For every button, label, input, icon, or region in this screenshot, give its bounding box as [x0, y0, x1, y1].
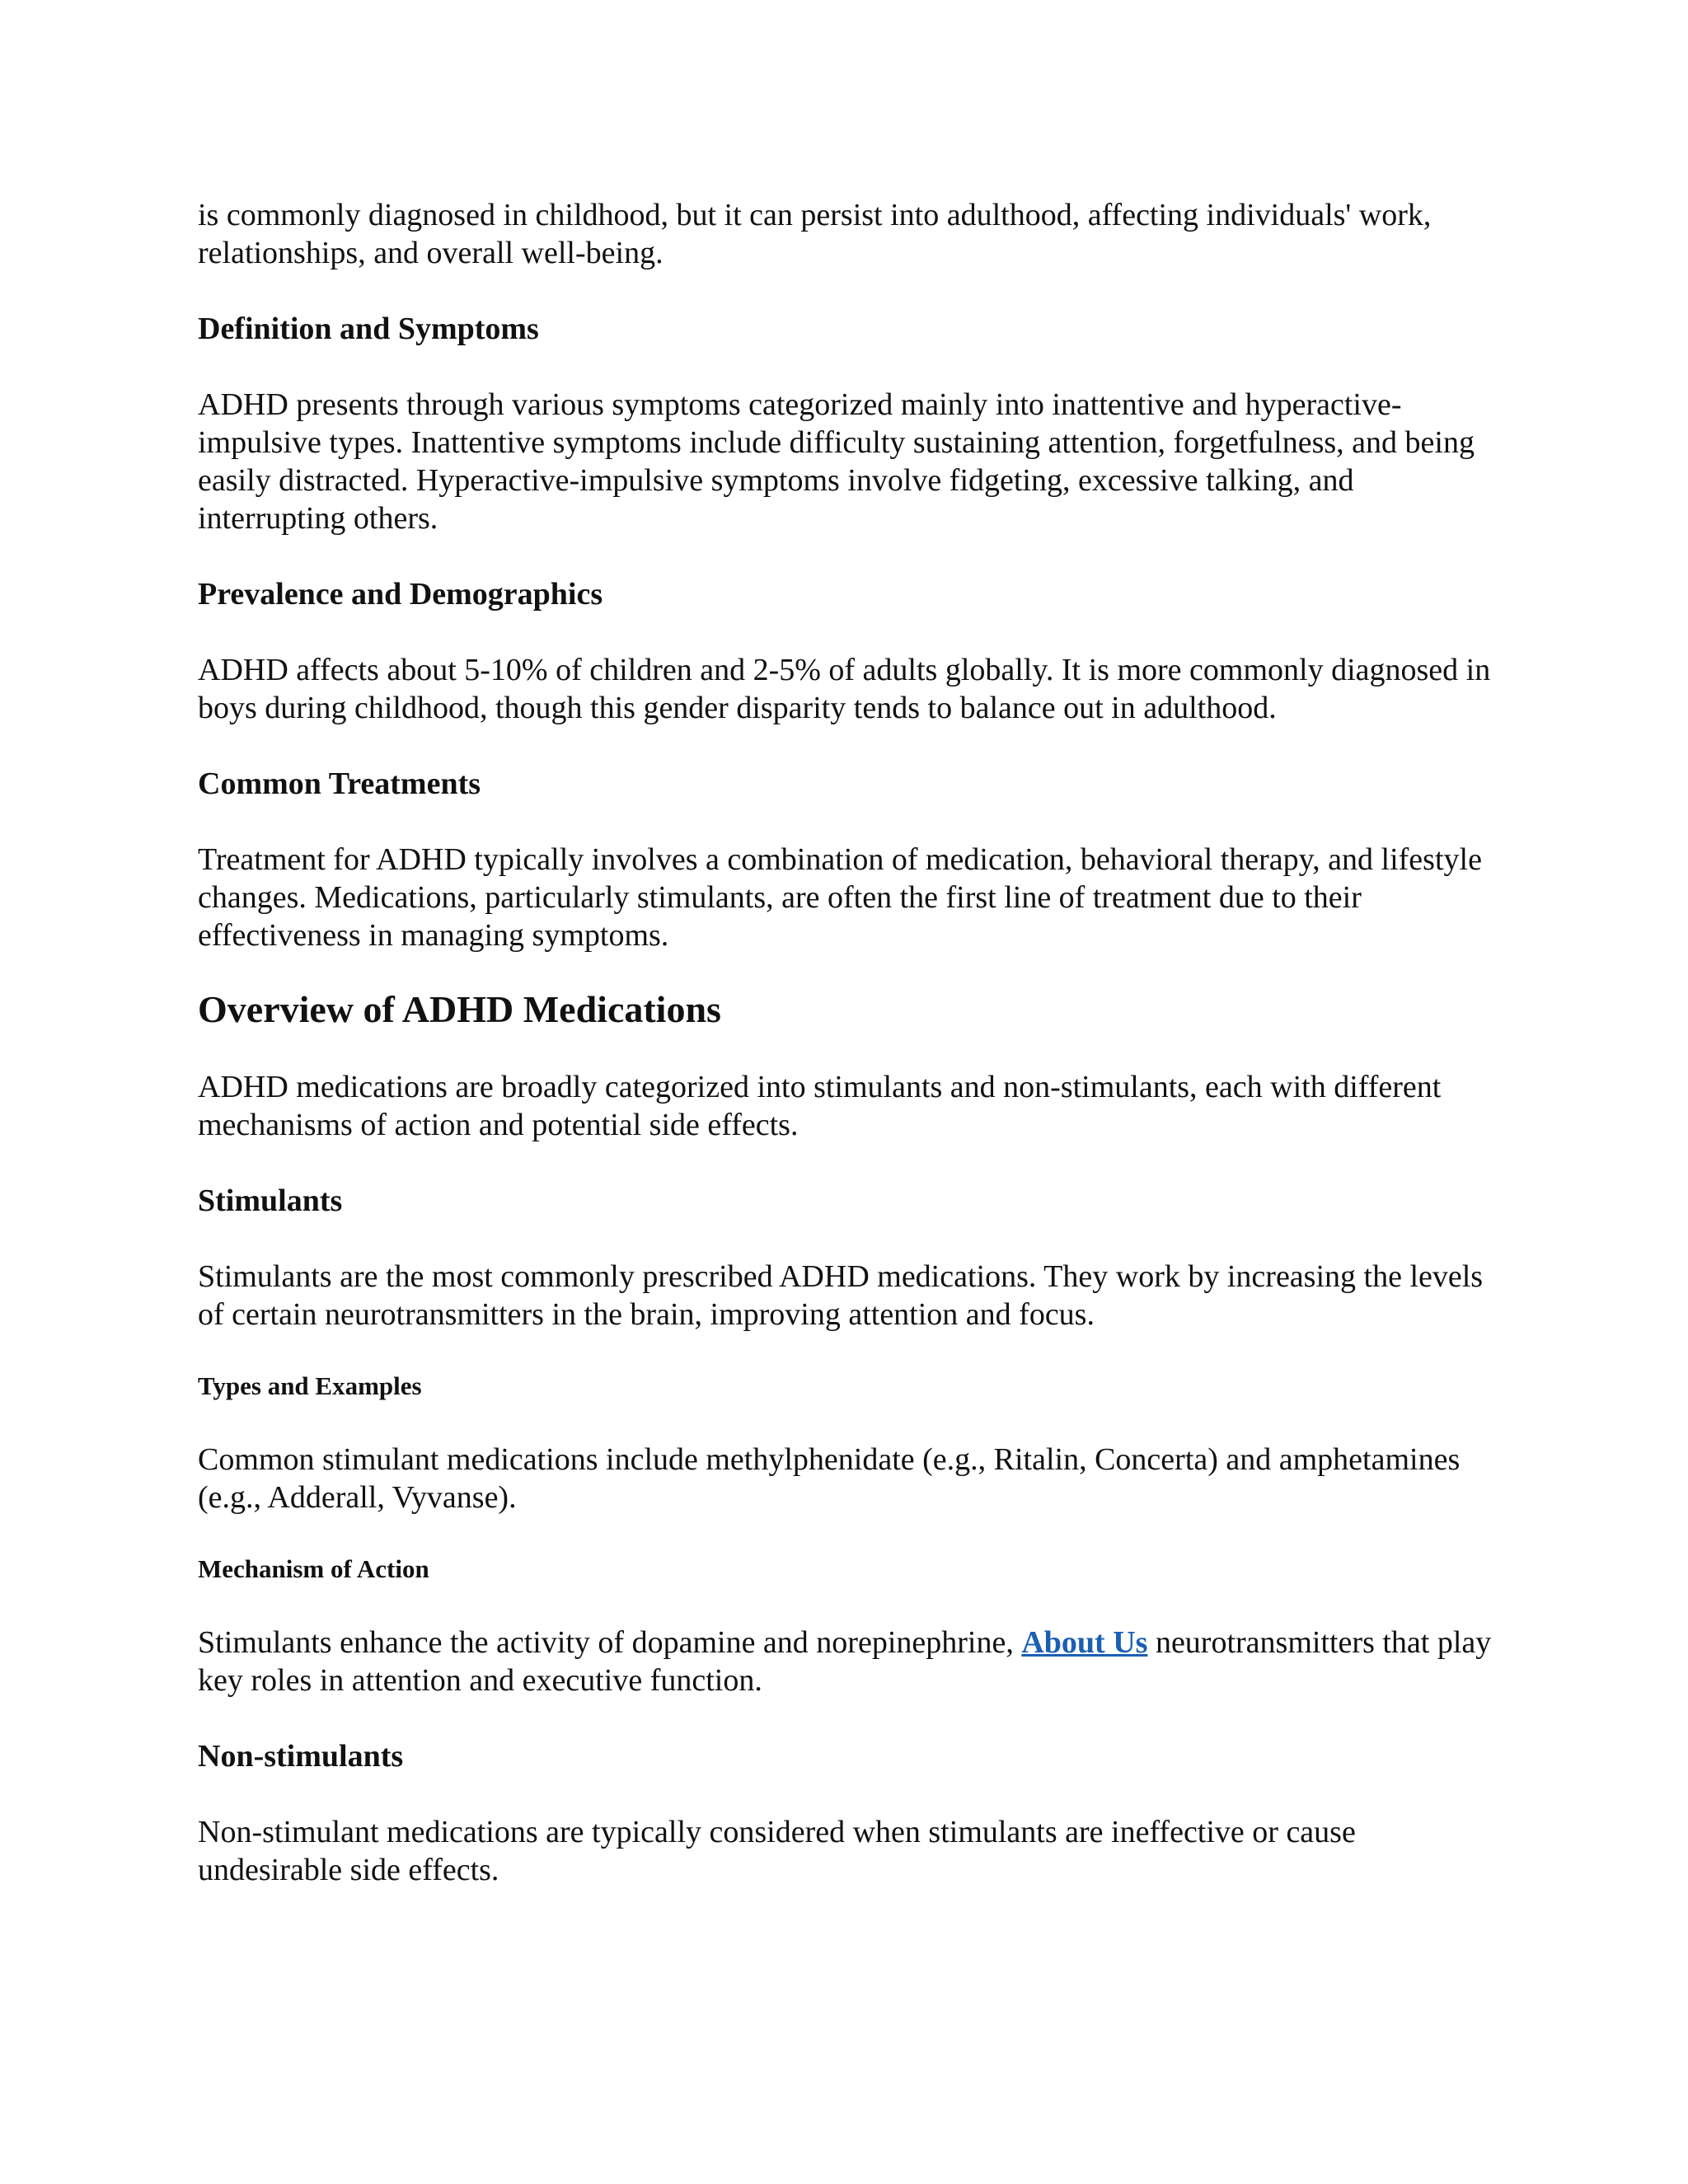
- treatments-heading: Common Treatments: [198, 766, 481, 801]
- types-heading: Types and Examples: [198, 1371, 422, 1400]
- document-page: [198, 196, 1492, 1889]
- prevalence-paragraph: ADHD affects about 5-10% of children and 2-5% of adults globally. It is more commonly diagnosed in boys during childhood, though this gender disparity tends to balance out in adulthood.: [198, 653, 1491, 725]
- prevalence-heading: Prevalence and Demographics: [198, 577, 603, 612]
- nonstimulants-paragraph: Non-stimulant medications are typically considered when stimulants are ineffective or cause undesirable side effects.: [198, 1815, 1356, 1887]
- definition-heading: Definition and Symptoms: [198, 312, 539, 346]
- about-us-link[interactable]: About Us: [1021, 1625, 1148, 1660]
- definition-paragraph: ADHD presents through various symptoms categorized mainly into inattentive and hyperactive-impulsive types. Inattentive symptoms include difficulty sustaining attention, forgetfulness, and being easily distracted. Hyperactive-impulsive symptoms involve fidgeting, excessive talking, and interrupting others.: [198, 387, 1475, 536]
- mechanism-heading: Mechanism of Action: [198, 1554, 429, 1583]
- mechanism-paragraph: [198, 1624, 1492, 1699]
- overview-paragraph: ADHD medications are broadly categorized into stimulants and non-stimulants, each with different mechanisms of action and potential side effects.: [198, 1070, 1442, 1142]
- treatments-paragraph: Treatment for ADHD typically involves a combination of medication, behavioral therapy, and lifestyle changes. Medications, particularly stimulants, are often the first line of treatment due to their effectiveness in managing symptoms.: [198, 842, 1482, 953]
- nonstimulants-heading: Non-stimulants: [198, 1739, 404, 1774]
- intro-paragraph: is commonly diagnosed in childhood, but it can persist into adulthood, affecting individuals' work, relationships, and overall well-being.: [198, 198, 1432, 270]
- mechanism-text-after: neurotransmitters that play key roles in attention and executive function.: [198, 1625, 1492, 1698]
- stimulants-paragraph: Stimulants are the most commonly prescribed ADHD medications. They work by increasing the levels of certain neurotransmitters in the brain, improving attention and focus.: [198, 1259, 1484, 1332]
- mechanism-text-before: Stimulants enhance the activity of dopamine and norepinephrine,: [198, 1625, 1022, 1660]
- overview-heading: Overview of ADHD Medications: [198, 988, 721, 1030]
- stimulants-heading: Stimulants: [198, 1183, 343, 1218]
- types-paragraph: Common stimulant medications include methylphenidate (e.g., Ritalin, Concerta) and amphetamines (e.g., Adderall, Vyvanse).: [198, 1442, 1461, 1515]
